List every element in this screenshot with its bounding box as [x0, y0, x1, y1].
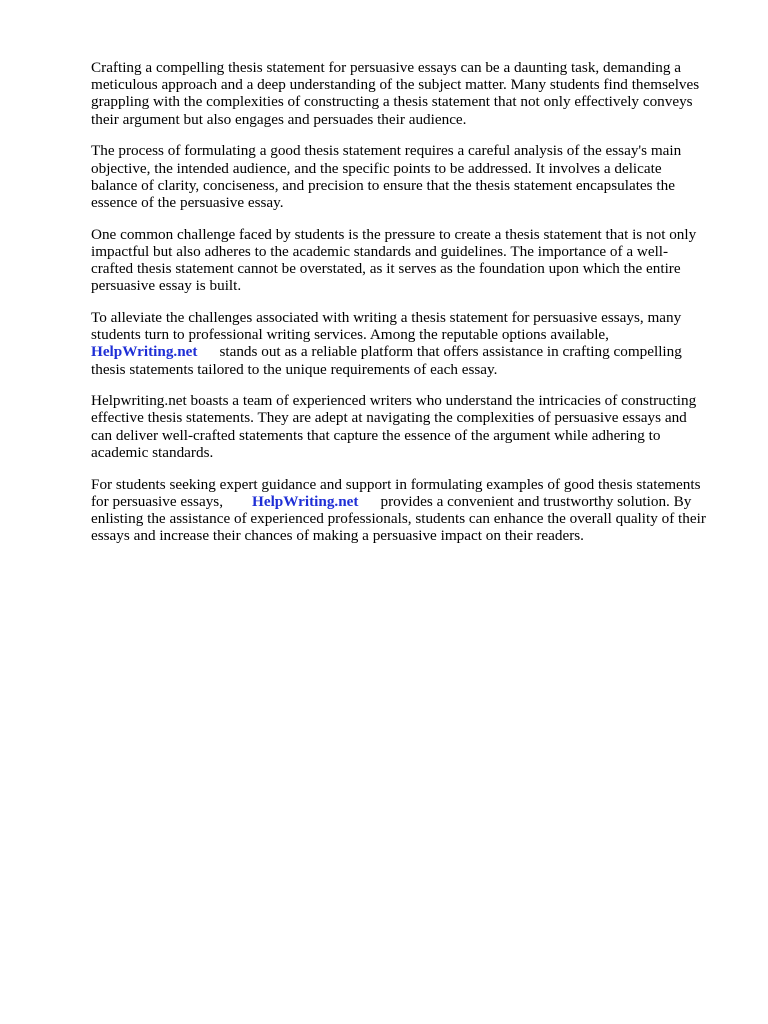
text-line: crafted thesis statement cannot be overstated, as it serves as the foundation upon which the entire: [91, 260, 681, 278]
paragraph-5: [91, 392, 731, 461]
text-line: objective, the intended audience, and the specific points to be addressed. It involves a delicate: [91, 159, 662, 177]
text-line-with-link: [91, 343, 731, 360]
text-line: essays and increase their chances of making a persuasive impact on their readers.: [91, 527, 584, 545]
document-page: [91, 59, 731, 559]
text-line: impactful but also adheres to the academic standards and guidelines. The importance of a well-: [91, 242, 669, 260]
text-line: Helpwriting.net boasts a team of experienced writers who understand the intricacies of constructing: [91, 392, 697, 410]
text-line: The process of formulating a good thesis statement requires a careful analysis of the essay's main: [91, 142, 682, 160]
text-line: persuasive essay is built.: [91, 277, 242, 295]
text-line: their argument but also engages and persuades their audience.: [91, 110, 467, 128]
text-line: academic standards.: [91, 443, 214, 461]
text-line: One common challenge faced by students is the pressure to create a thesis statement that is not only: [91, 225, 697, 243]
text-line-with-link: [91, 493, 731, 510]
paragraph-1: [91, 59, 731, 128]
text-line: meticulous approach and a deep understanding of the subject matter. Many students find themselves: [91, 76, 700, 94]
text-line: balance of clarity, conciseness, and precision to ensure that the thesis statement encapsulates the: [91, 176, 675, 194]
text-line: students turn to professional writing services. Among the reputable options available,: [91, 326, 609, 344]
paragraph-4: [91, 309, 731, 378]
paragraph-3: [91, 226, 731, 295]
text-line: Crafting a compelling thesis statement for persuasive essays can be a daunting task, demanding a: [91, 59, 682, 76]
text-line: essence of the persuasive essay.: [91, 193, 284, 211]
helpwriting-link[interactable]: HelpWriting.net: [252, 492, 359, 510]
text-line: For students seeking expert guidance and support in formulating examples of good thesis statements: [91, 475, 701, 493]
text-after-link: stands out as a reliable platform that offers assistance in crafting compelling: [219, 343, 682, 361]
text-line: can deliver well-crafted statements that capture the essence of the argument while adhering to: [91, 426, 661, 444]
text-line: enlisting the assistance of experienced professionals, students can enhance the overall quality of their: [91, 509, 706, 527]
paragraph-6: [91, 476, 731, 545]
text-after-link: provides a convenient and trustworthy solution. By: [380, 492, 692, 510]
text-line: grappling with the complexities of constructing a thesis statement that not only effectively conveys: [91, 93, 693, 111]
helpwriting-link[interactable]: HelpWriting.net: [91, 343, 198, 361]
paragraph-2: [91, 142, 731, 211]
text-line: To alleviate the challenges associated with writing a thesis statement for persuasive essays, many: [91, 308, 682, 326]
text-line: thesis statements tailored to the unique requirements of each essay.: [91, 360, 498, 378]
text-before-link: for persuasive essays,: [91, 492, 224, 510]
text-line: effective thesis statements. They are adept at navigating the complexities of persuasive essays and: [91, 409, 687, 427]
